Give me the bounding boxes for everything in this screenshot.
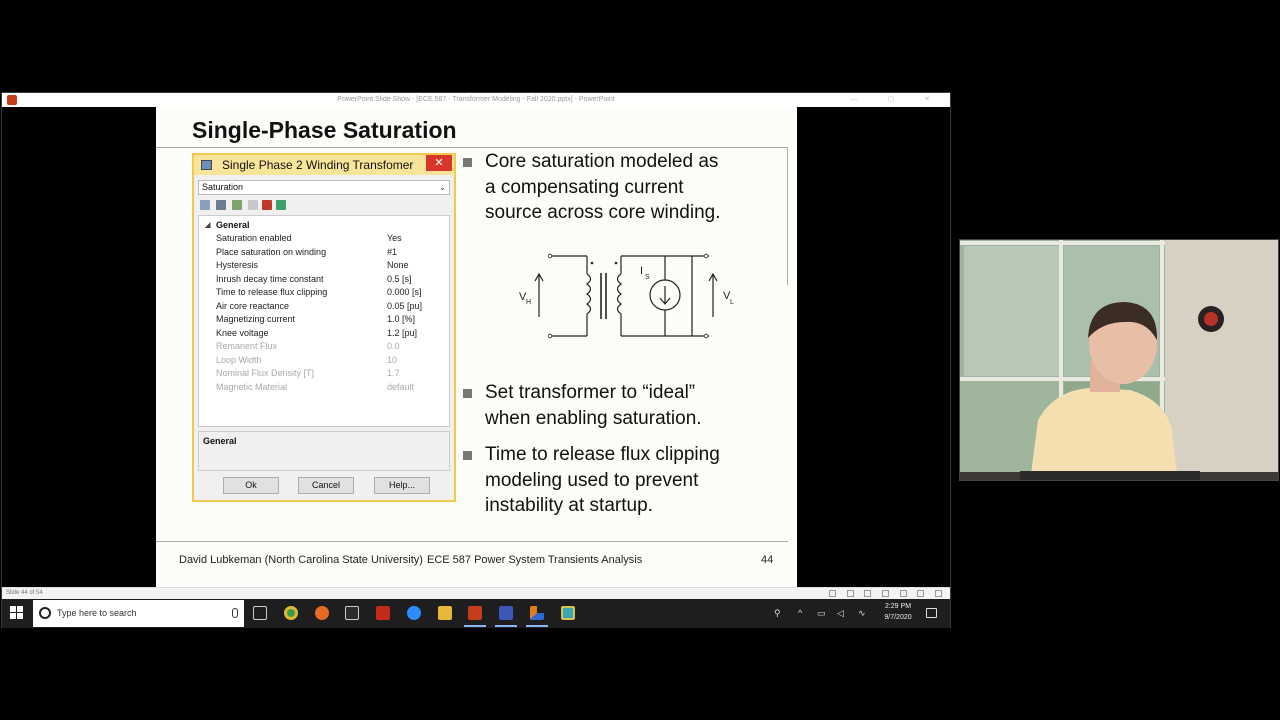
slideshow-view-icon[interactable] — [935, 590, 942, 597]
property-name: Loop Width — [216, 354, 262, 365]
property-row[interactable] — [199, 313, 449, 326]
task-view-icon[interactable] — [253, 606, 267, 620]
property-value[interactable]: 0.05 [pu] — [387, 300, 423, 311]
active-app-indicator — [464, 625, 486, 627]
chevron-down-icon: ⌄ — [439, 183, 446, 192]
vh-subscript: H — [526, 299, 532, 306]
property-value[interactable]: 1.0 [%] — [387, 314, 416, 324]
zoom-icon[interactable] — [407, 606, 421, 620]
terminal-icon[interactable] — [345, 606, 359, 620]
slide-title: Single-Phase Saturation — [192, 117, 457, 143]
bullet-line: modeling used to prevent — [485, 469, 699, 491]
bullet-square-icon — [463, 451, 472, 460]
bullet-square-icon — [463, 158, 472, 167]
vh-label: V — [519, 291, 527, 303]
description-panel — [198, 431, 450, 471]
footer-author: David Lubkeman (North Carolina State University) — [179, 554, 423, 566]
property-row-disabled — [199, 367, 449, 380]
transformer-icon — [201, 160, 212, 170]
notifications-icon[interactable] — [926, 608, 937, 618]
alphabetical-sort-icon[interactable] — [216, 200, 226, 210]
properties-icon[interactable] — [232, 200, 242, 210]
category-label: General — [216, 220, 250, 230]
previous-slide-icon[interactable] — [829, 590, 836, 597]
bullet-line: instability at startup. — [485, 495, 653, 516]
windows-taskbar — [2, 599, 950, 628]
next-slide-icon[interactable] — [864, 590, 871, 597]
network-icon[interactable]: ∿ — [858, 608, 866, 618]
property-name: Saturation enabled — [216, 233, 292, 243]
is-subscript: S — [645, 274, 650, 281]
slideshow-status-bar — [2, 587, 950, 599]
bullet-line: Set transformer to “ideal” — [485, 382, 696, 403]
dialog-title: Single Phase 2 Winding Transfomer — [222, 158, 414, 172]
property-value[interactable]: None — [387, 260, 409, 270]
bullet-line: Time to release flux clipping — [485, 444, 720, 465]
people-icon[interactable]: ⚲ — [774, 608, 781, 618]
clock-date[interactable]: 9/7/2020 — [884, 614, 912, 621]
reading-view-icon[interactable] — [917, 590, 924, 597]
bullet-line: when enabling saturation. — [485, 407, 702, 429]
volume-icon[interactable]: ◁ — [837, 608, 844, 618]
help-button[interactable]: Help... — [374, 477, 430, 494]
active-app-indicator — [495, 625, 517, 627]
property-name: Knee voltage — [216, 327, 269, 338]
clock-time[interactable]: 2:29 PM — [884, 603, 912, 610]
taskbar-search-box[interactable] — [33, 600, 244, 627]
property-name: Remanent Flux — [216, 341, 278, 351]
app-icon-blue[interactable] — [499, 606, 513, 620]
property-name: Inrush decay time constant — [216, 273, 324, 284]
property-row[interactable] — [199, 232, 449, 245]
categorized-icon[interactable] — [200, 200, 210, 210]
webcam-image — [960, 240, 1279, 481]
matlab-icon[interactable] — [530, 606, 544, 620]
slide — [156, 107, 797, 591]
windows-start-icon[interactable] — [10, 606, 24, 620]
import-icon[interactable] — [262, 200, 272, 210]
battery-icon[interactable]: ▭ — [817, 608, 826, 618]
property-name: Time to release flux clipping — [216, 287, 328, 297]
webcam-video-feed — [959, 239, 1279, 481]
bullet-flux-clipping — [485, 442, 720, 519]
chevron-up-icon[interactable]: ^ — [798, 608, 803, 618]
slide-page-number: 44 — [761, 554, 774, 566]
property-row[interactable] — [199, 246, 449, 259]
bullet-line: source across core winding. — [485, 202, 721, 223]
page-icon[interactable] — [248, 200, 258, 210]
file-explorer-icon[interactable] — [438, 606, 452, 620]
chrome-icon[interactable] — [284, 606, 298, 620]
bullet-ideal-transformer — [485, 380, 702, 431]
property-value[interactable]: 0.5 [s] — [387, 273, 412, 284]
property-name: Air core reactance — [216, 300, 290, 311]
collapse-triangle-icon[interactable]: ◢ — [205, 222, 211, 229]
bullet-core-saturation — [485, 149, 721, 226]
slide-counter: Slide 44 of 54 — [6, 590, 43, 596]
bullet-square-icon — [463, 389, 472, 398]
description-title: General — [203, 436, 237, 446]
property-value: 1.7 — [387, 368, 400, 378]
normal-view-icon[interactable] — [882, 590, 889, 597]
property-name: Magnetizing current — [216, 314, 296, 324]
property-value[interactable]: Yes — [387, 233, 402, 243]
powerpoint-window — [1, 92, 951, 628]
property-value: default — [387, 381, 415, 392]
search-placeholder: Type here to search — [57, 608, 137, 618]
app-icon-teal[interactable] — [561, 606, 575, 620]
property-name: Place saturation on winding — [216, 246, 327, 257]
active-app-indicator — [526, 625, 548, 627]
property-grid — [198, 215, 450, 427]
firefox-icon[interactable] — [315, 606, 329, 620]
bullet-line: Core saturation modeled as — [485, 151, 719, 172]
property-row-disabled — [199, 340, 449, 353]
footer-course: ECE 587 Power System Transients Analysis — [427, 554, 643, 566]
transformer-dialog — [192, 153, 456, 502]
cortana-icon — [39, 607, 51, 619]
window-controls[interactable]: — ▢ ✕ — [850, 96, 944, 103]
vl-label: V — [723, 290, 731, 302]
saturation-circuit-diagram — [514, 249, 744, 349]
window-titlebar — [2, 93, 950, 107]
property-value[interactable]: 0.000 [s] — [387, 287, 422, 297]
bullet-line: a compensating current — [485, 176, 684, 198]
dialog-titlebar — [194, 155, 454, 175]
notes-icon[interactable] — [847, 590, 854, 597]
powerpoint-taskbar-icon[interactable] — [468, 606, 482, 620]
property-name: Hysteresis — [216, 260, 259, 270]
slideshow-controls — [820, 590, 942, 598]
is-label: I — [640, 265, 644, 277]
category-dropdown[interactable] — [198, 180, 450, 195]
close-button[interactable]: ✕ — [426, 155, 452, 171]
acrobat-icon[interactable] — [376, 606, 390, 620]
property-row[interactable] — [199, 273, 449, 286]
category-dropdown-value: Saturation — [202, 182, 244, 192]
property-name: Magnetic Material — [216, 381, 288, 392]
property-row[interactable] — [199, 259, 449, 272]
property-row-disabled — [199, 381, 449, 394]
ok-button[interactable]: Ok — [223, 477, 279, 494]
category-header[interactable] — [199, 219, 449, 232]
title-divider-vertical — [787, 147, 788, 285]
sorter-view-icon[interactable] — [900, 590, 907, 597]
property-row[interactable] — [199, 286, 449, 299]
export-icon[interactable] — [276, 200, 286, 210]
window-title: PowerPoint Slide Show - [ECE 587 - Transformer Modeling - Fall 2020.pptx] - PowerPoint — [337, 96, 615, 103]
property-value: 10 — [387, 354, 398, 365]
property-row[interactable] — [199, 327, 449, 340]
property-value: 0.0 — [387, 341, 400, 351]
title-divider — [156, 147, 788, 148]
property-row-disabled — [199, 354, 449, 367]
property-name: Nominal Flux Density [T] — [216, 368, 315, 378]
powerpoint-app-icon — [7, 95, 17, 105]
property-row[interactable] — [199, 300, 449, 313]
microphone-icon[interactable] — [232, 608, 238, 618]
property-value[interactable]: #1 — [387, 246, 398, 257]
footer-divider — [156, 541, 788, 542]
cancel-button[interactable]: Cancel — [298, 477, 354, 494]
vl-subscript: L — [730, 299, 734, 306]
property-value[interactable]: 1.2 [pu] — [387, 327, 418, 338]
